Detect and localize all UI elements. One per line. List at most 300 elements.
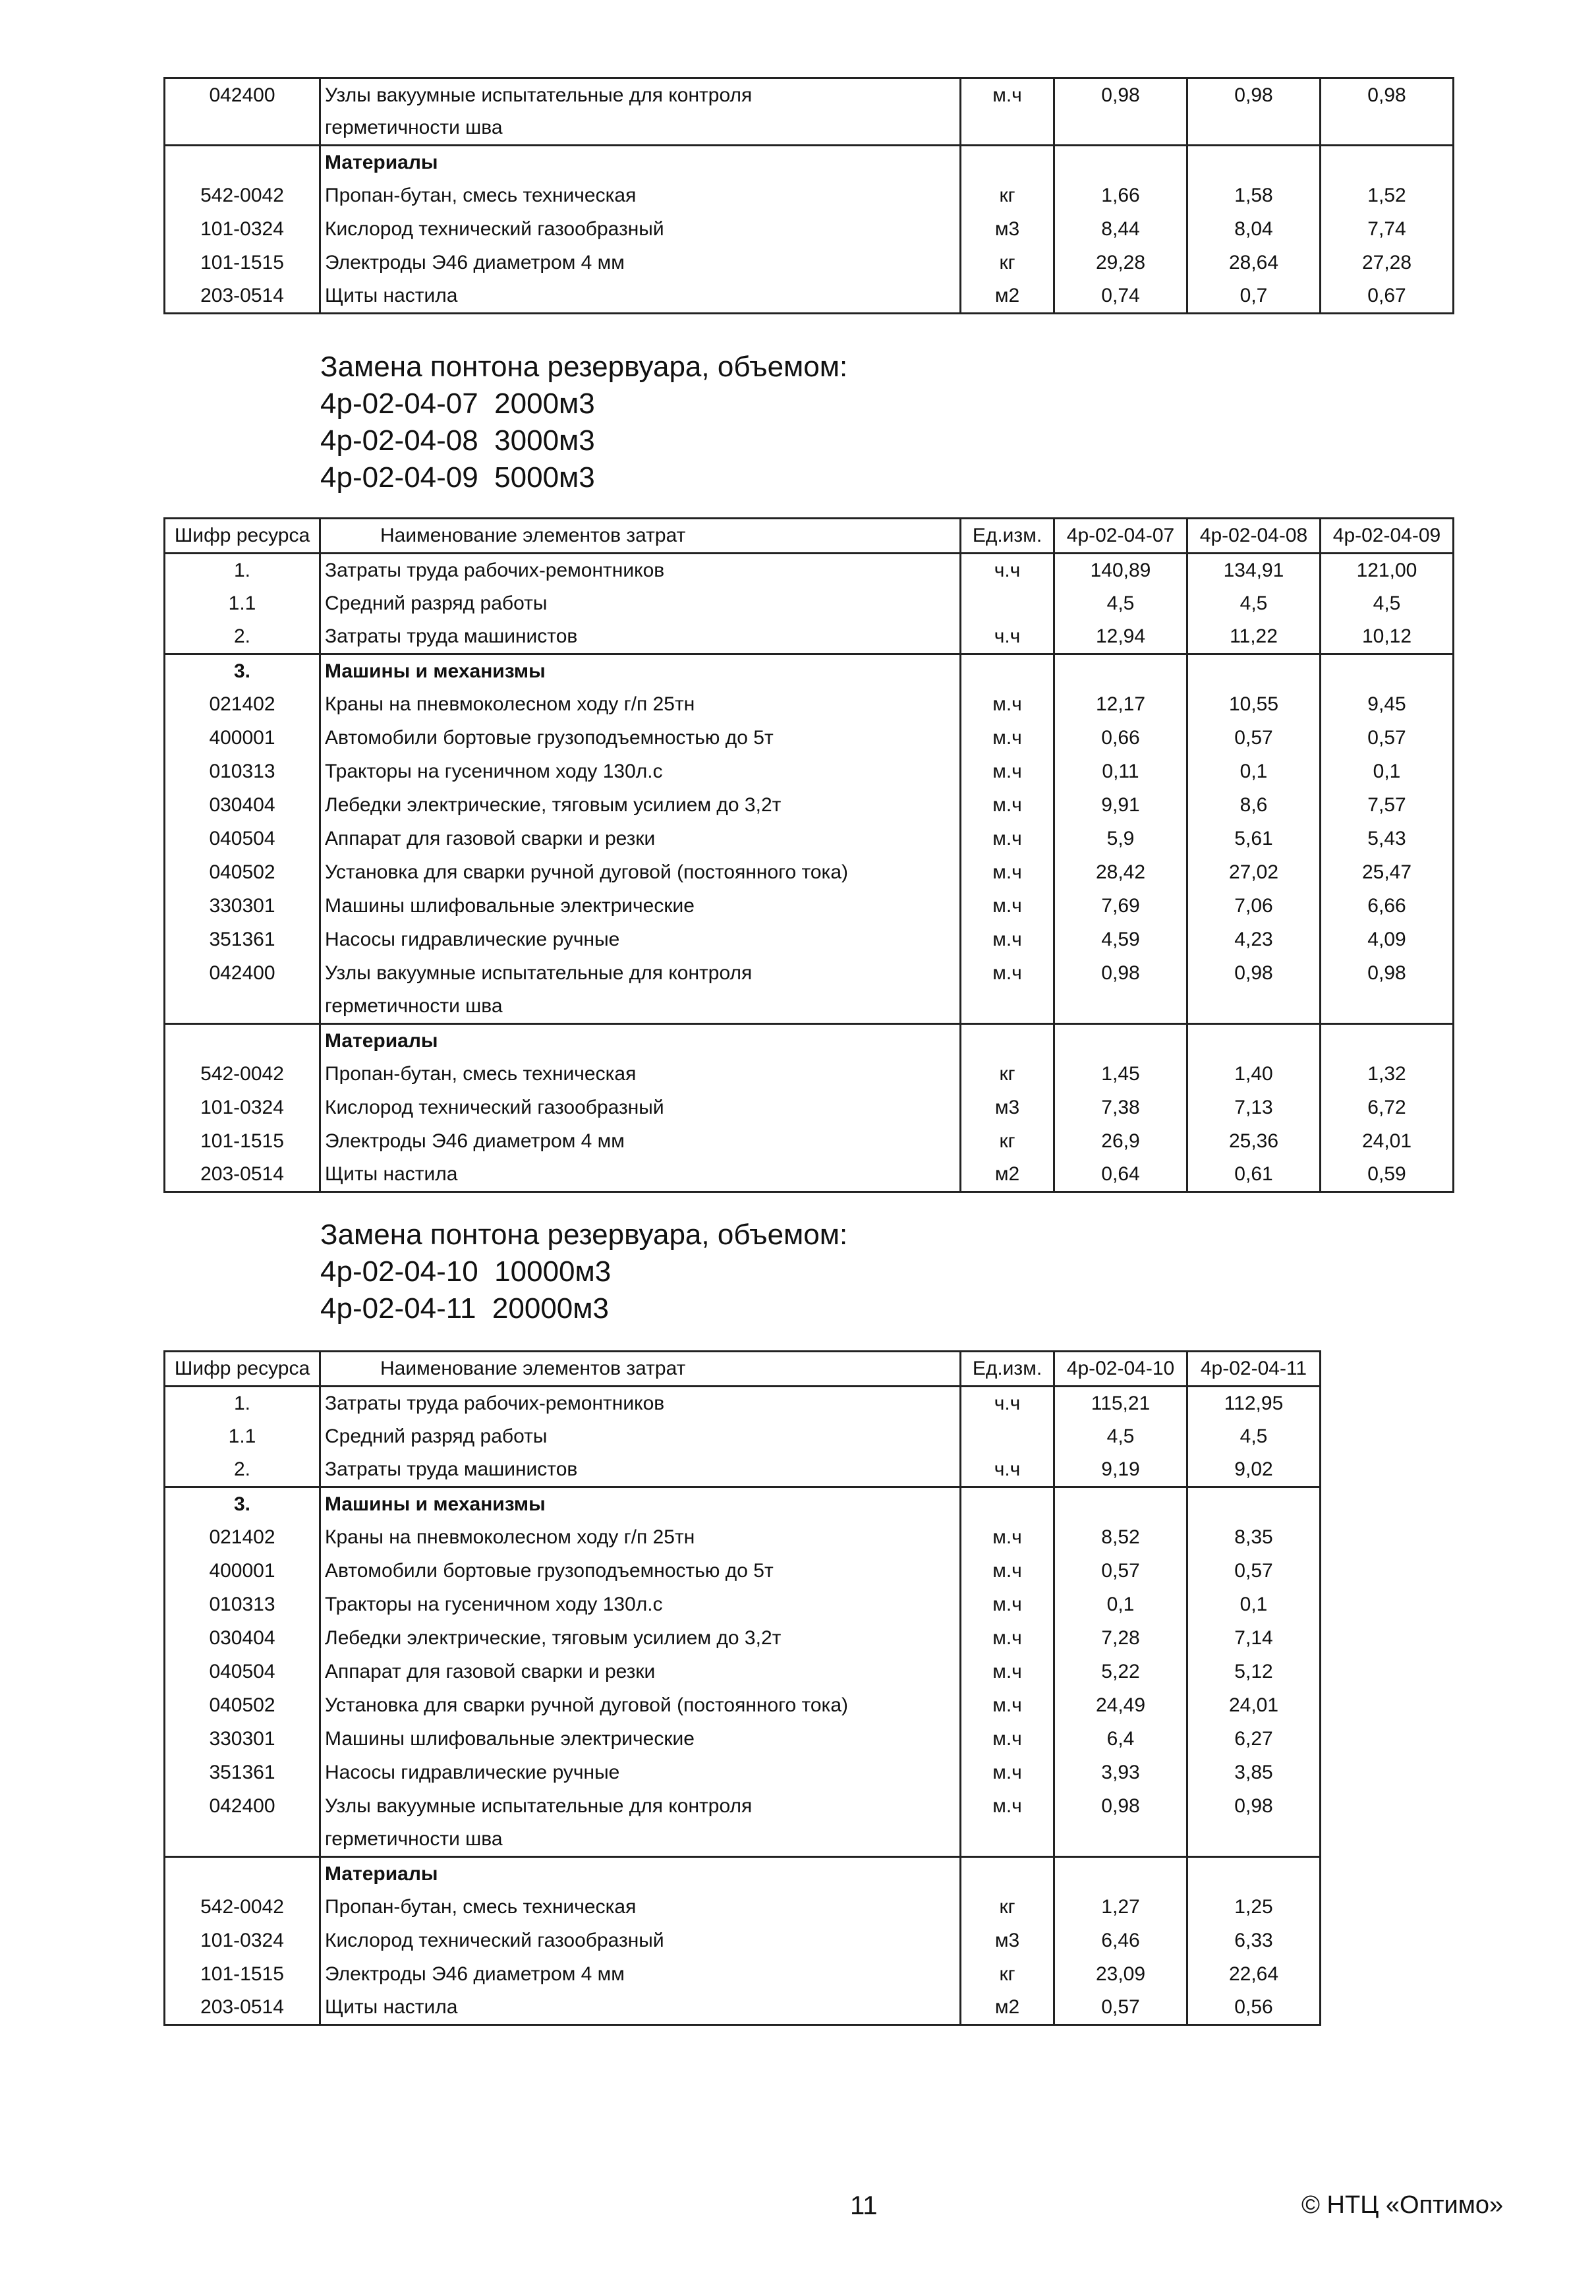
value-cell: 0,57	[1187, 722, 1321, 755]
unit-cell: м.ч	[961, 1588, 1054, 1622]
value-cell: 112,95	[1187, 1387, 1321, 1420]
value-cell: 7,13	[1187, 1091, 1321, 1125]
table-row	[165, 1454, 1321, 1487]
resource-code-cell: 040502	[165, 856, 320, 890]
header-value-cell: 4р-02-04-08	[1187, 519, 1321, 554]
cost-element-name-cell: Электроды Э46 диаметром 4 мм	[320, 1958, 961, 1992]
unit-cell: м.ч	[961, 822, 1054, 856]
value-cell	[1054, 146, 1187, 179]
value-cell: 27,02	[1187, 856, 1321, 890]
table-row	[165, 1091, 1454, 1125]
resource-code-cell	[165, 990, 320, 1024]
value-cell: 140,89	[1054, 554, 1187, 587]
value-cell: 4,23	[1187, 923, 1321, 957]
value-cell: 0,98	[1321, 78, 1454, 112]
value-cell: 0,98	[1054, 957, 1187, 990]
header-code-cell: Шифр ресурса	[165, 519, 320, 554]
table-row	[165, 1521, 1321, 1555]
value-cell: 8,35	[1187, 1521, 1321, 1555]
value-cell: 1,66	[1054, 179, 1187, 213]
value-cell: 24,49	[1054, 1689, 1187, 1723]
table-row	[165, 112, 1454, 146]
value-cell: 8,44	[1054, 213, 1187, 246]
value-cell: 0,64	[1054, 1159, 1187, 1192]
cost-element-name-cell: Аппарат для газовой сварки и резки	[320, 1655, 961, 1689]
resource-code-cell: 330301	[165, 890, 320, 923]
unit-cell: ч.ч	[961, 1387, 1054, 1420]
value-cell: 26,9	[1054, 1125, 1187, 1159]
value-cell: 27,28	[1321, 246, 1454, 280]
caption-title: Замена понтона резервуара, объемом:	[320, 1219, 848, 1251]
table-row	[165, 688, 1454, 722]
cost-element-name-cell: Средний разряд работы	[320, 1420, 961, 1454]
resource-code-cell: 400001	[165, 1555, 320, 1588]
value-cell: 0,98	[1321, 957, 1454, 990]
section-row	[165, 146, 1454, 179]
unit-cell: ч.ч	[961, 1454, 1054, 1487]
unit-cell: м.ч	[961, 1723, 1054, 1756]
cost-element-name-cell: Затраты труда рабочих-ремонтников	[320, 554, 961, 587]
value-cell: 6,72	[1321, 1091, 1454, 1125]
section-row	[165, 1024, 1454, 1058]
unit-cell: м3	[961, 213, 1054, 246]
cost-element-name-cell: герметичности шва	[320, 990, 961, 1024]
resource-code-cell: 351361	[165, 1756, 320, 1790]
value-cell: 5,9	[1054, 822, 1187, 856]
table-row	[165, 246, 1454, 280]
cost-element-name-cell: Щиты настила	[320, 1159, 961, 1192]
value-cell: 28,64	[1187, 246, 1321, 280]
value-cell: 121,00	[1321, 554, 1454, 587]
table-row	[165, 1924, 1321, 1958]
value-cell: 0,1	[1054, 1588, 1187, 1622]
cost-element-name-cell: Кислород технический газообразный	[320, 1091, 961, 1125]
caption-code-line: 4р-02-04-09 5000м3	[320, 461, 595, 494]
cost-element-name-cell: Затраты труда машинистов	[320, 1454, 961, 1487]
value-cell: 0,57	[1054, 1992, 1187, 2025]
table-row	[165, 621, 1454, 654]
unit-cell: м.ч	[961, 957, 1054, 990]
table-row	[165, 179, 1454, 213]
cost-element-name-cell: Тракторы на гусеничном ходу 130л.с	[320, 755, 961, 789]
unit-cell: м.ч	[961, 1622, 1054, 1655]
resource-code-cell: 021402	[165, 1521, 320, 1555]
cost-element-name-cell: Пропан-бутан, смесь техническая	[320, 179, 961, 213]
cost-element-name-cell: герметичности шва	[320, 112, 961, 146]
table-row	[165, 1891, 1321, 1924]
unit-cell: кг	[961, 179, 1054, 213]
unit-cell	[961, 1857, 1054, 1891]
resource-code-cell: 203-0514	[165, 1992, 320, 2025]
cost-element-name-cell: Пропан-бутан, смесь техническая	[320, 1058, 961, 1091]
header-code-cell: Шифр ресурса	[165, 1352, 320, 1387]
section-row	[165, 654, 1454, 688]
value-cell	[1187, 1024, 1321, 1058]
resource-code-cell: 101-0324	[165, 213, 320, 246]
value-cell: 6,33	[1187, 1924, 1321, 1958]
value-cell: 7,14	[1187, 1622, 1321, 1655]
unit-cell: кг	[961, 1891, 1054, 1924]
resource-code-cell: 2.	[165, 621, 320, 654]
value-cell: 0,74	[1054, 280, 1187, 314]
unit-cell: м.ч	[961, 1790, 1054, 1823]
cost-element-name-cell: Материалы	[320, 1024, 961, 1058]
table-row	[165, 78, 1454, 112]
unit-cell: м.ч	[961, 755, 1054, 789]
resource-code-cell: 030404	[165, 789, 320, 822]
table-row	[165, 1058, 1454, 1091]
cost-element-name-cell: Узлы вакуумные испытательные для контроля	[320, 957, 961, 990]
unit-cell	[961, 146, 1054, 179]
resource-code-cell: 030404	[165, 1622, 320, 1655]
value-cell: 10,55	[1187, 688, 1321, 722]
table-row	[165, 1689, 1321, 1723]
value-cell: 7,06	[1187, 890, 1321, 923]
page-number: 11	[850, 2191, 878, 2220]
value-cell: 25,36	[1187, 1125, 1321, 1159]
value-cell: 1,27	[1054, 1891, 1187, 1924]
value-cell: 22,64	[1187, 1958, 1321, 1992]
value-cell: 134,91	[1187, 554, 1321, 587]
value-cell: 7,38	[1054, 1091, 1187, 1125]
table-row	[165, 923, 1454, 957]
table-row	[165, 957, 1454, 990]
value-cell: 24,01	[1187, 1689, 1321, 1723]
resource-code-cell: 1.	[165, 1387, 320, 1420]
unit-cell	[961, 587, 1054, 621]
caption-code-line: 4р-02-04-08 3000м3	[320, 424, 595, 457]
value-cell: 6,46	[1054, 1924, 1187, 1958]
section-caption-2	[320, 1217, 847, 1327]
caption-code-line: 4р-02-04-11 20000м3	[320, 1292, 609, 1325]
resource-code-cell: 1.1	[165, 1420, 320, 1454]
cost-element-name-cell: Установка для сварки ручной дуговой (постоянного тока)	[320, 856, 961, 890]
header-name-cell: Наименование элементов затрат	[320, 519, 961, 554]
value-cell: 1,40	[1187, 1058, 1321, 1091]
resource-code-cell	[165, 1024, 320, 1058]
cost-element-name-cell: Кислород технический газообразный	[320, 1924, 961, 1958]
value-cell: 9,19	[1054, 1454, 1187, 1487]
resource-table-10000-20000	[163, 1350, 1321, 2026]
cost-element-name-cell: Машины шлифовальные электрические	[320, 1723, 961, 1756]
table-row	[165, 213, 1454, 246]
resource-code-cell: 2.	[165, 1454, 320, 1487]
resource-code-cell: 3.	[165, 1487, 320, 1521]
resource-code-cell: 040502	[165, 1689, 320, 1723]
table-row	[165, 822, 1454, 856]
value-cell: 9,91	[1054, 789, 1187, 822]
cost-element-name-cell: Электроды Э46 диаметром 4 мм	[320, 1125, 961, 1159]
value-cell: 4,5	[1321, 587, 1454, 621]
cost-element-name-cell: Материалы	[320, 1857, 961, 1891]
header-value-cell: 4р-02-04-10	[1054, 1352, 1187, 1387]
value-cell: 4,5	[1054, 1420, 1187, 1454]
value-cell: 4,09	[1321, 923, 1454, 957]
resource-code-cell	[165, 112, 320, 146]
value-cell: 0,98	[1187, 78, 1321, 112]
value-cell	[1187, 112, 1321, 146]
cost-element-name-cell: Тракторы на гусеничном ходу 130л.с	[320, 1588, 961, 1622]
value-cell: 8,52	[1054, 1521, 1187, 1555]
cost-element-name-cell: Кислород технический газообразный	[320, 213, 961, 246]
resource-code-cell: 010313	[165, 755, 320, 789]
caption-code-line: 4р-02-04-10 10000м3	[320, 1255, 612, 1288]
value-cell	[1321, 654, 1454, 688]
section-caption-1	[320, 349, 847, 496]
cost-element-name-cell: Насосы гидравлические ручные	[320, 923, 961, 957]
value-cell	[1054, 1823, 1187, 1857]
table-row	[165, 1125, 1454, 1159]
value-cell: 4,5	[1187, 587, 1321, 621]
resource-code-cell	[165, 1823, 320, 1857]
value-cell: 4,59	[1054, 923, 1187, 957]
unit-cell: м3	[961, 1091, 1054, 1125]
value-cell	[1321, 112, 1454, 146]
value-cell: 5,43	[1321, 822, 1454, 856]
value-cell	[1187, 990, 1321, 1024]
unit-cell	[961, 1487, 1054, 1521]
unit-cell	[961, 990, 1054, 1024]
cost-element-name-cell: Затраты труда машинистов	[320, 621, 961, 654]
table-row	[165, 280, 1454, 314]
value-cell: 0,98	[1187, 1790, 1321, 1823]
table-row	[165, 1958, 1321, 1992]
value-cell: 28,42	[1054, 856, 1187, 890]
value-cell	[1321, 990, 1454, 1024]
unit-cell: м3	[961, 1924, 1054, 1958]
value-cell: 5,22	[1054, 1655, 1187, 1689]
value-cell	[1054, 112, 1187, 146]
value-cell: 0,61	[1187, 1159, 1321, 1192]
value-cell: 5,12	[1187, 1655, 1321, 1689]
unit-cell	[961, 112, 1054, 146]
resource-code-cell: 010313	[165, 1588, 320, 1622]
value-cell	[1321, 1024, 1454, 1058]
table-row	[165, 1387, 1321, 1420]
unit-cell: м.ч	[961, 722, 1054, 755]
table-row	[165, 890, 1454, 923]
resource-code-cell: 400001	[165, 722, 320, 755]
value-cell	[1054, 654, 1187, 688]
cost-element-name-cell: Щиты настила	[320, 1992, 961, 2025]
value-cell: 0,57	[1321, 722, 1454, 755]
resource-code-cell: 542-0042	[165, 1058, 320, 1091]
value-cell: 0,1	[1187, 755, 1321, 789]
value-cell: 0,7	[1187, 280, 1321, 314]
value-cell: 0,1	[1321, 755, 1454, 789]
table-row	[165, 1159, 1454, 1192]
value-cell: 0,98	[1054, 1790, 1187, 1823]
value-cell: 11,22	[1187, 621, 1321, 654]
unit-cell: м2	[961, 280, 1054, 314]
value-cell: 6,27	[1187, 1723, 1321, 1756]
value-cell: 7,74	[1321, 213, 1454, 246]
value-cell: 12,17	[1054, 688, 1187, 722]
resource-code-cell: 040504	[165, 1655, 320, 1689]
caption-code-line: 4р-02-04-07 2000м3	[320, 387, 595, 420]
unit-cell: м.ч	[961, 1689, 1054, 1723]
value-cell: 0,98	[1187, 957, 1321, 990]
section-row	[165, 1857, 1321, 1891]
value-cell: 1,25	[1187, 1891, 1321, 1924]
resource-code-cell: 042400	[165, 78, 320, 112]
resource-code-cell: 1.	[165, 554, 320, 587]
value-cell	[1054, 1487, 1187, 1521]
value-cell: 3,85	[1187, 1756, 1321, 1790]
unit-cell	[961, 1823, 1054, 1857]
table-header-row	[165, 1352, 1321, 1387]
value-cell	[1054, 1857, 1187, 1891]
value-cell	[1321, 146, 1454, 179]
cost-element-name-cell: Автомобили бортовые грузоподъемностью до 5т	[320, 722, 961, 755]
value-cell: 1,58	[1187, 179, 1321, 213]
unit-cell: ч.ч	[961, 554, 1054, 587]
value-cell	[1187, 1823, 1321, 1857]
unit-cell: м2	[961, 1159, 1054, 1192]
value-cell: 0,57	[1054, 1555, 1187, 1588]
resource-code-cell: 3.	[165, 654, 320, 688]
value-cell: 0,98	[1054, 78, 1187, 112]
copyright-notice: © НТЦ «Оптимо»	[1301, 2191, 1504, 2219]
table-row	[165, 554, 1454, 587]
resource-table-2000-5000	[163, 517, 1454, 1193]
value-cell: 0,59	[1321, 1159, 1454, 1192]
table-row	[165, 1790, 1321, 1823]
cost-element-name-cell: Автомобили бортовые грузоподъемностью до 5т	[320, 1555, 961, 1588]
table-row	[165, 1823, 1321, 1857]
table-row	[165, 990, 1454, 1024]
value-cell: 3,93	[1054, 1756, 1187, 1790]
table-row	[165, 1622, 1321, 1655]
resource-code-cell: 101-1515	[165, 1125, 320, 1159]
value-cell: 23,09	[1054, 1958, 1187, 1992]
table-row	[165, 1555, 1321, 1588]
header-name-cell: Наименование элементов затрат	[320, 1352, 961, 1387]
value-cell: 1,52	[1321, 179, 1454, 213]
cost-element-name-cell: Узлы вакуумные испытательные для контроля	[320, 78, 961, 112]
resource-code-cell: 542-0042	[165, 1891, 320, 1924]
unit-cell: м.ч	[961, 856, 1054, 890]
value-cell: 25,47	[1321, 856, 1454, 890]
resource-code-cell	[165, 1857, 320, 1891]
cost-element-name-cell: Электроды Э46 диаметром 4 мм	[320, 246, 961, 280]
table-row	[165, 587, 1454, 621]
table-row	[165, 856, 1454, 890]
unit-cell: м.ч	[961, 78, 1054, 112]
resource-code-cell: 542-0042	[165, 179, 320, 213]
resource-code-cell: 101-1515	[165, 246, 320, 280]
unit-cell: м.ч	[961, 1555, 1054, 1588]
value-cell: 0,66	[1054, 722, 1187, 755]
cost-element-name-cell: Материалы	[320, 146, 961, 179]
value-cell: 29,28	[1054, 246, 1187, 280]
resource-code-cell: 101-1515	[165, 1958, 320, 1992]
value-cell: 7,28	[1054, 1622, 1187, 1655]
resource-code-cell: 1.1	[165, 587, 320, 621]
cost-element-name-cell: Аппарат для газовой сварки и резки	[320, 822, 961, 856]
unit-cell: м.ч	[961, 1521, 1054, 1555]
value-cell: 4,5	[1054, 587, 1187, 621]
cost-element-name-cell: Пропан-бутан, смесь техническая	[320, 1891, 961, 1924]
value-cell: 10,12	[1321, 621, 1454, 654]
unit-cell	[961, 1420, 1054, 1454]
header-unit-cell: Ед.изм.	[961, 1352, 1054, 1387]
header-value-cell: 4р-02-04-07	[1054, 519, 1187, 554]
value-cell: 12,94	[1054, 621, 1187, 654]
cost-element-name-cell: Щиты настила	[320, 280, 961, 314]
resource-code-cell: 351361	[165, 923, 320, 957]
cost-element-name-cell: Затраты труда рабочих-ремонтников	[320, 1387, 961, 1420]
value-cell: 8,6	[1187, 789, 1321, 822]
unit-cell: м.ч	[961, 923, 1054, 957]
cost-element-name-cell: Краны на пневмоколесном ходу г/п 25тн	[320, 688, 961, 722]
resource-code-cell: 021402	[165, 688, 320, 722]
table-row	[165, 755, 1454, 789]
value-cell	[1187, 654, 1321, 688]
value-cell: 7,57	[1321, 789, 1454, 822]
unit-cell: ч.ч	[961, 621, 1054, 654]
table-row	[165, 1756, 1321, 1790]
resource-code-cell: 203-0514	[165, 1159, 320, 1192]
unit-cell: кг	[961, 1058, 1054, 1091]
resource-table-continuation	[163, 77, 1454, 314]
cost-element-name-cell: Лебедки электрические, тяговым усилием до 3,2т	[320, 789, 961, 822]
resource-code-cell: 040504	[165, 822, 320, 856]
header-value-cell: 4р-02-04-11	[1187, 1352, 1321, 1387]
cost-element-name-cell: Краны на пневмоколесном ходу г/п 25тн	[320, 1521, 961, 1555]
table-row	[165, 789, 1454, 822]
value-cell: 7,69	[1054, 890, 1187, 923]
resource-code-cell: 101-0324	[165, 1924, 320, 1958]
table-header-row	[165, 519, 1454, 554]
cost-element-name-cell: Насосы гидравлические ручные	[320, 1756, 961, 1790]
value-cell: 0,57	[1187, 1555, 1321, 1588]
table-row	[165, 1655, 1321, 1689]
unit-cell: м.ч	[961, 890, 1054, 923]
value-cell	[1054, 1024, 1187, 1058]
value-cell: 1,45	[1054, 1058, 1187, 1091]
table-row	[165, 1588, 1321, 1622]
unit-cell: кг	[961, 1958, 1054, 1992]
header-value-cell: 4р-02-04-09	[1321, 519, 1454, 554]
value-cell	[1187, 146, 1321, 179]
cost-element-name-cell: Средний разряд работы	[320, 587, 961, 621]
unit-cell	[961, 654, 1054, 688]
resource-code-cell: 330301	[165, 1723, 320, 1756]
cost-element-name-cell: Машины и механизмы	[320, 1487, 961, 1521]
value-cell: 0,56	[1187, 1992, 1321, 2025]
cost-element-name-cell: Узлы вакуумные испытательные для контроля	[320, 1790, 961, 1823]
value-cell: 6,4	[1054, 1723, 1187, 1756]
unit-cell: кг	[961, 246, 1054, 280]
section-row	[165, 1487, 1321, 1521]
cost-element-name-cell: Машины шлифовальные электрические	[320, 890, 961, 923]
resource-code-cell: 042400	[165, 1790, 320, 1823]
value-cell: 0,67	[1321, 280, 1454, 314]
value-cell: 9,02	[1187, 1454, 1321, 1487]
value-cell: 8,04	[1187, 213, 1321, 246]
value-cell: 0,1	[1187, 1588, 1321, 1622]
unit-cell: м.ч	[961, 1655, 1054, 1689]
resource-code-cell	[165, 146, 320, 179]
value-cell: 0,11	[1054, 755, 1187, 789]
header-unit-cell: Ед.изм.	[961, 519, 1054, 554]
unit-cell: м.ч	[961, 789, 1054, 822]
resource-code-cell: 101-0324	[165, 1091, 320, 1125]
cost-element-name-cell: Лебедки электрические, тяговым усилием до 3,2т	[320, 1622, 961, 1655]
unit-cell: м.ч	[961, 1756, 1054, 1790]
value-cell: 9,45	[1321, 688, 1454, 722]
